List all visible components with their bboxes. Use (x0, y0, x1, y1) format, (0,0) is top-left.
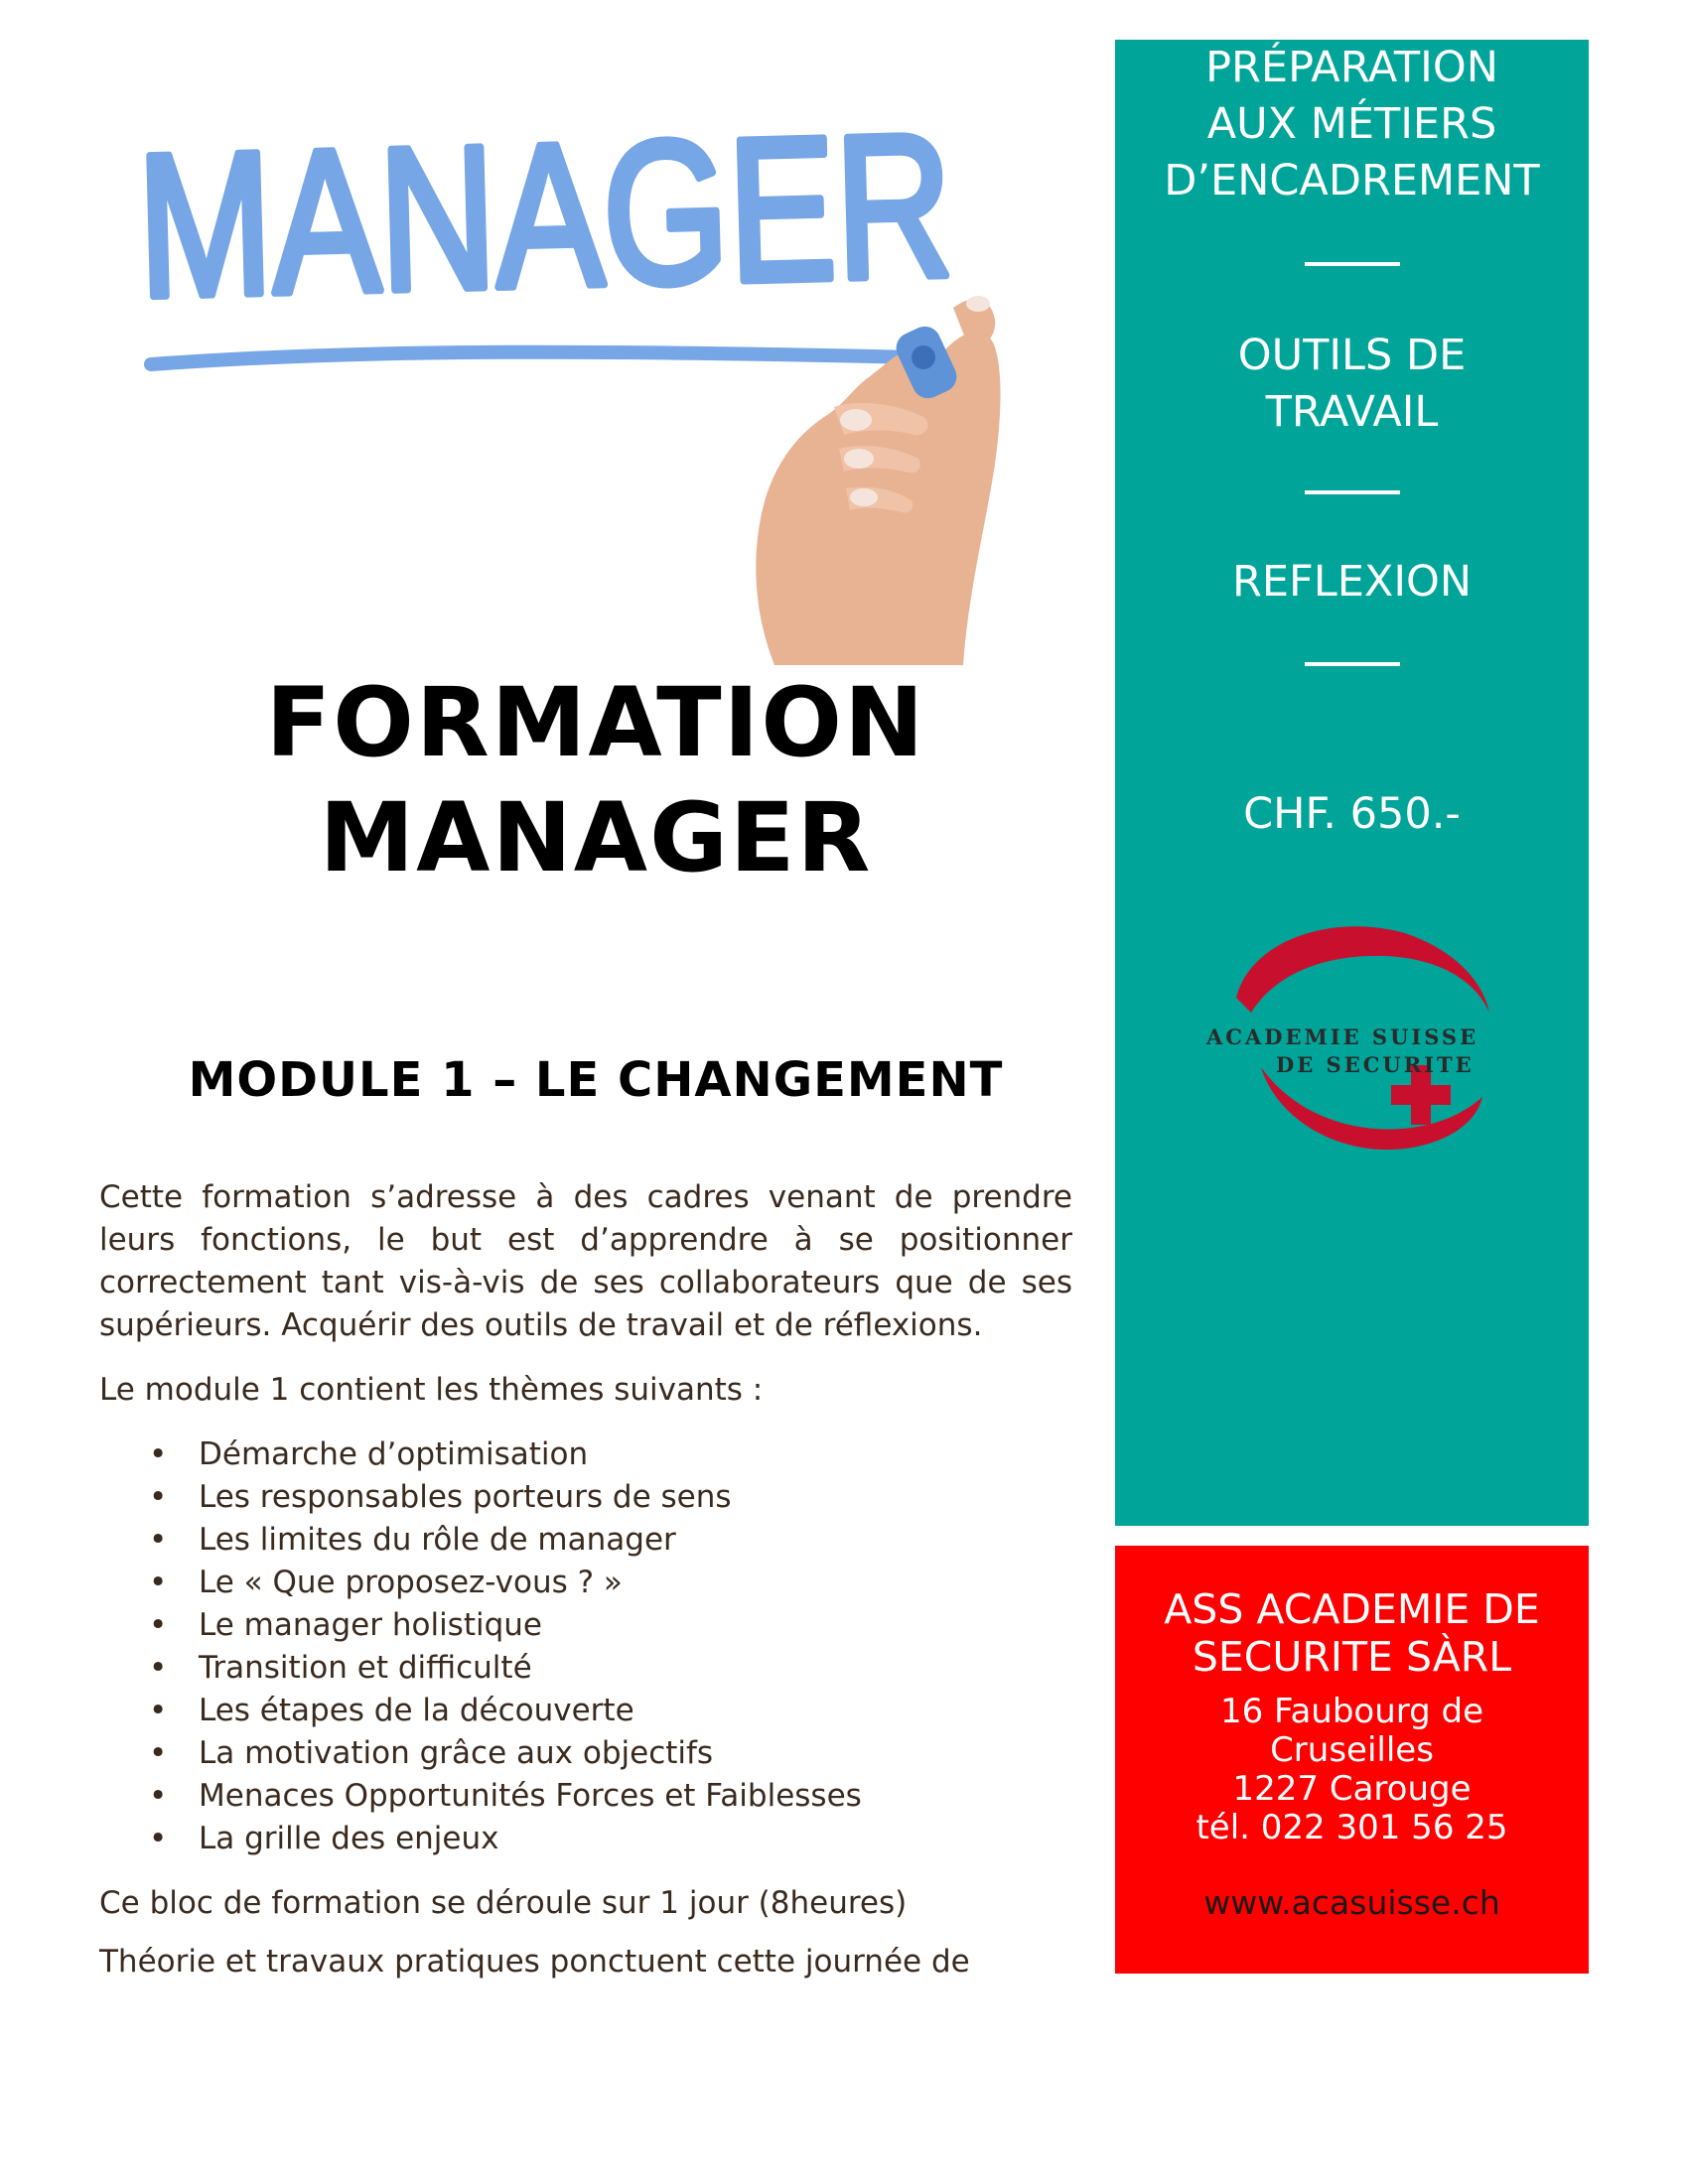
price-label: CHF. 650.- (1243, 789, 1461, 839)
sidebar-item-preparation: PRÉPARATION AUX MÉTIERS D’ENCADREMENT (1164, 43, 1540, 205)
sidebar-item-reflexion: REFLEXION (1231, 557, 1473, 607)
list-item (99, 1604, 1072, 1647)
intro-paragraph: Cette formation s’adresse à des cadres venant de prendre leurs fonctions, le but est d’apprendre à se positionner correctement tant vis-à-vis de ses collaborateurs que de ses supérieurs. Acquérir des outils de travail et de réflexions. (99, 1179, 1072, 1343)
academie-logo (1206, 918, 1504, 1166)
list-item (99, 1476, 1072, 1519)
bullet-icon: • (149, 1607, 168, 1643)
list-item (99, 1818, 1072, 1860)
closing-text: Théorie et travaux pratiques ponctuent cette journée de (99, 1944, 970, 1979)
list-item (99, 1433, 1072, 1476)
bullet-icon: • (149, 1436, 168, 1472)
main-content (99, 1176, 1072, 1983)
list-item (99, 1562, 1072, 1604)
themes-intro: Le module 1 contient les thèmes suivants : (99, 1372, 764, 1408)
sidebar-divider (1305, 490, 1400, 494)
bullet-icon: • (149, 1693, 168, 1728)
theme-label: Les limites du rôle de manager (199, 1522, 676, 1558)
sidebar-item-outils: OUTILS DE TRAVAIL (1237, 331, 1467, 437)
hero-word: MANAGER (135, 85, 1171, 341)
logo-text-line-2: DE SECURITE (1276, 1052, 1475, 1077)
theme-label: La motivation grâce aux objectifs (199, 1735, 714, 1771)
address-line-1: 16 Faubourg de (1219, 1692, 1484, 1731)
theme-label: Le « Que proposez-vous ? » (199, 1565, 623, 1600)
sidebar-divider (1305, 662, 1400, 666)
theme-label: La grille des enjeux (199, 1821, 499, 1856)
contact-panel (1115, 1546, 1589, 1974)
list-item (99, 1690, 1072, 1732)
phone-number: tél. 022 301 56 25 (1196, 1808, 1508, 1847)
title-line-1: FORMATION (265, 667, 926, 778)
bullet-icon: • (149, 1821, 168, 1856)
theme-label: Menaces Opportunités Forces et Faiblesses (199, 1778, 862, 1814)
list-item (99, 1732, 1072, 1775)
company-name (1115, 1585, 1589, 1681)
logo-text-line-1: ACADEMIE SUISSE (1206, 1024, 1479, 1049)
duration-text: Ce bloc de formation se déroule sur 1 jour (8heures) (99, 1885, 908, 1921)
website-link[interactable]: www.acasuisse.ch (1203, 1883, 1500, 1922)
manager-handwritten-hand-icon (135, 60, 1171, 665)
bullet-icon: • (149, 1735, 168, 1771)
company-line-1: ASS ACADEMIE DE (1164, 1585, 1540, 1633)
underline-stroke (151, 352, 914, 364)
address-line-3: 1227 Carouge (1232, 1769, 1472, 1809)
list-item (99, 1519, 1072, 1562)
company-line-2: SECURITE SÀRL (1192, 1633, 1512, 1681)
theme-label: Le manager holistique (199, 1607, 542, 1643)
list-item (99, 1775, 1072, 1818)
theme-label: Transition et difficulté (199, 1650, 532, 1686)
themes-list (99, 1433, 1072, 1860)
title-line-2: MANAGER (319, 782, 873, 893)
theme-label: Démarche d’optimisation (199, 1436, 589, 1472)
sidebar-divider (1305, 262, 1400, 266)
module-title: MODULE 1 – LE CHANGEMENT (188, 1052, 1004, 1108)
hero-image (135, 60, 1171, 665)
address-block (1115, 1693, 1589, 1847)
bullet-icon: • (149, 1650, 168, 1686)
page-title (99, 665, 1092, 895)
bullet-icon: • (149, 1565, 168, 1600)
list-item (99, 1647, 1072, 1690)
bullet-icon: • (149, 1778, 168, 1814)
bullet-icon: • (149, 1479, 168, 1515)
sidebar-panel (1115, 40, 1589, 1526)
address-line-2: Cruseilles (1270, 1730, 1434, 1770)
theme-label: Les responsables porteurs de sens (199, 1479, 732, 1515)
bullet-icon: • (149, 1522, 168, 1558)
theme-label: Les étapes de la découverte (199, 1693, 634, 1728)
